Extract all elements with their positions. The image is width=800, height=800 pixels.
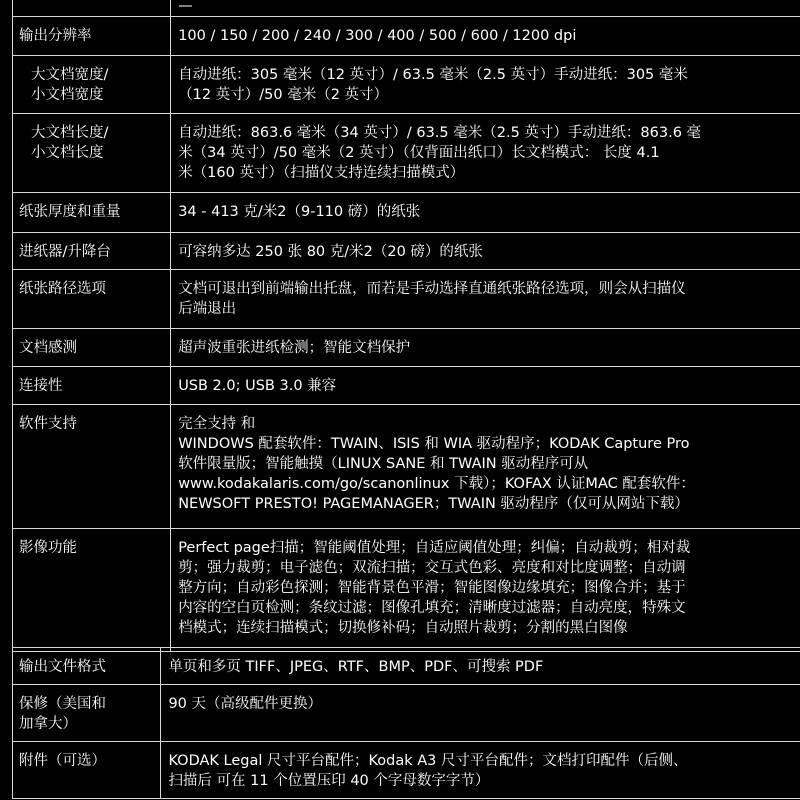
spec-label-cell (13, 270, 171, 329)
spec-value: 单页和多页 TIFF、JPEG、RTF、BMP、PDF、可搜索 PDF (168, 659, 544, 675)
spec-label-cell (13, 329, 171, 367)
spec-label: 大文档长度/ 小文档长度 (31, 125, 109, 161)
spec-value-cell (171, 329, 800, 367)
spec-label-cell (13, 685, 161, 742)
spec-row-imaging (13, 529, 800, 652)
spec-label: 影像功能 (19, 540, 77, 556)
spec-value-cell (171, 56, 800, 114)
spec-label: 连接性 (19, 378, 63, 394)
spec-row-doc-sensing (13, 329, 800, 367)
spec-row-output-format (13, 648, 800, 685)
spec-row-connectivity (13, 367, 800, 405)
spec-value: 90 天（高级配件更换） (168, 696, 322, 712)
spec-value: 自动进纸：863.6 毫米（34 英寸）/ 63.5 毫米（2.5 英寸）手动进纸：863.6 毫 米（34 英寸）/50 毫米（2 英寸）（仅背面出纸口）长文档模式： 长度 4.1 米（160 英寸）（扫描仪支持连续扫描模式） (178, 125, 702, 181)
spec-label-cell (13, 56, 171, 114)
spec-label-cell (13, 529, 171, 652)
spec-value-cell (171, 270, 800, 329)
spec-label: 大文档宽度/ 小文档宽度 (31, 67, 109, 103)
spec-value-cell (161, 648, 800, 685)
spec-value-cell (171, 0, 800, 17)
spec-value: 可容纳多达 250 张 80 克/米2（20 磅）的纸张 (178, 244, 483, 260)
spec-label-cell (13, 193, 171, 233)
spec-value-cell (171, 367, 800, 405)
spec-row-software (13, 405, 800, 529)
spec-label: 输出分辨率 (19, 28, 92, 44)
spec-label-cell (13, 648, 161, 685)
spec-label: 附件（可选） (19, 753, 106, 769)
spec-label: 软件支持 (19, 416, 77, 432)
spec-label-cell (13, 233, 171, 270)
spec-row-feeder (13, 233, 800, 270)
spec-value: 34 - 413 克/米2（9-110 磅）的纸张 (178, 204, 421, 220)
spec-value-cell (171, 193, 800, 233)
spec-label: 纸张路径选项 (19, 281, 106, 297)
spec-value-cell (171, 405, 800, 529)
spec-label-cell (13, 0, 171, 17)
spec-value: 文档可退出到前端输出托盘，而若是手动选择直通纸张路径选项，则会从扫描仪 后端退出 (178, 281, 686, 317)
spec-row-paper-weight (13, 193, 800, 233)
spec-label-cell (13, 405, 171, 529)
spec-table-top (12, 0, 800, 652)
spec-row-paper-path (13, 270, 800, 329)
spec-value: 自动进纸：305 毫米（12 英寸）/ 63.5 毫米（2.5 英寸）手动进纸：305 毫米 （12 英寸）/50 毫米（2 英寸） (178, 67, 688, 103)
spec-row-output-resolution (13, 17, 800, 56)
spec-value-cell (171, 17, 800, 56)
spec-value: KODAK Legal 尺寸平台配件；Kodak A3 尺寸平台配件；文档打印配件（后侧、 扫描后 可在 11 个位置压印 40 个字母数字字节） (168, 753, 688, 789)
spec-label: 保修（美国和 加拿大） (19, 696, 106, 732)
spec-row-header-cut (13, 0, 800, 17)
spec-label: 输出文件格式 (19, 659, 106, 675)
spec-label-cell (13, 114, 171, 193)
spec-value: 完全支持 和 WINDOWS 配套软件：TWAIN、ISIS 和 WIA 驱动程序；KODAK Capture Pro 软件限量版；智能触摸（LINUX SANE 和 TWAIN 驱动程序可从 www.kodakalaris.com/go/scanonlinux 下载）；KOFAX 认证MAC 配套软件： NEWSOFT PRESTO! PAGEMANAGER；TWAIN 驱动程序（仅可从网站下载） (178, 416, 695, 512)
spec-value: 100 / 150 / 200 / 240 / 300 / 400 / 500 / 600 / 1200 dpi (178, 28, 577, 44)
spec-value: USB 2.0; USB 3.0 兼容 (178, 378, 337, 394)
spec-row-doc-width (13, 56, 800, 114)
spec-value-cell (171, 529, 800, 652)
spec-label-cell (13, 17, 171, 56)
spec-value-cell (171, 233, 800, 270)
spec-label-cell (13, 367, 171, 405)
spec-value: — (178, 0, 193, 14)
spec-value-cell (161, 685, 800, 742)
spec-table-bottom (12, 647, 800, 799)
spec-row-accessories (13, 742, 800, 799)
spec-label: 进纸器/升降台 (19, 244, 111, 260)
spec-label: 纸张厚度和重量 (19, 204, 121, 220)
spec-value-cell (161, 742, 800, 799)
spec-row-warranty (13, 685, 800, 742)
spec-value-cell (171, 114, 800, 193)
spec-row-doc-length (13, 114, 800, 193)
spec-label-cell (13, 742, 161, 799)
spec-value: 超声波重张进纸检测；智能文档保护 (178, 340, 411, 356)
spec-value: Perfect page扫描；智能阈值处理；自适应阈值处理；纠偏；自动裁剪；相对裁 剪；强力裁剪；电子滤色；双流扫描；交互式色彩、亮度和对比度调整；自动调 整方向；自动彩色探测；智能背景色平滑；智能图像边缘填充；图像合并；基于 内容的空白页检测；条纹过滤；图像孔填充；清晰度过滤器；自动亮度，特殊文 档模式；连续扫描模式；切换修补码；自动照片裁剪；分割的黑白图像 (178, 540, 691, 636)
spec-label: 文档感测 (19, 340, 77, 356)
